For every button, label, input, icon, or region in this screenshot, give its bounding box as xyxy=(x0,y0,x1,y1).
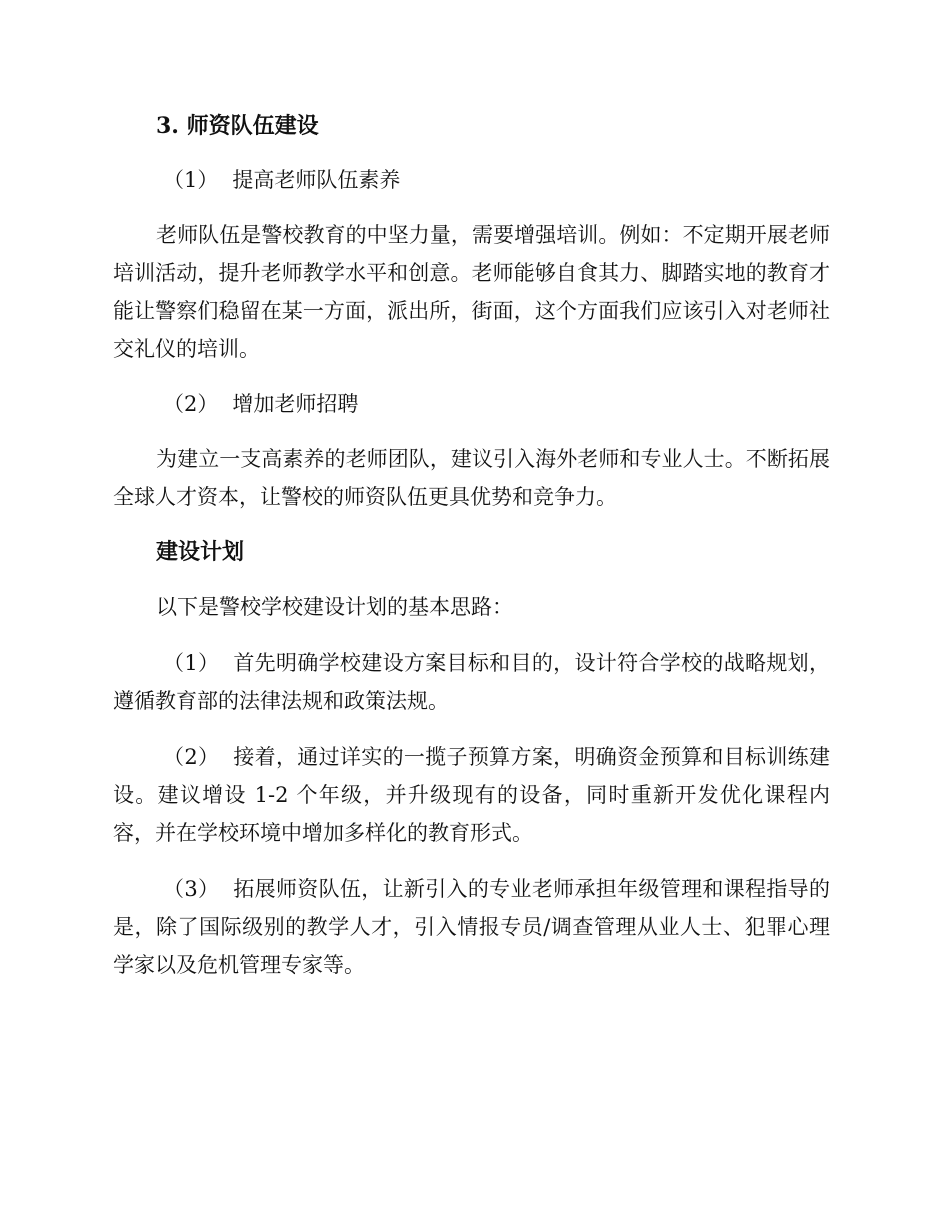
subheading-number: （2） xyxy=(163,392,219,416)
subheading-title: 提高老师队伍素养 xyxy=(232,168,401,192)
plan-item-1 xyxy=(113,644,830,720)
section-heading-teachers: 3. 师资队伍建设 xyxy=(156,113,319,139)
section-heading-plan: 建设计划 xyxy=(156,539,245,565)
plan-item-2 xyxy=(113,738,830,852)
subheading-number: （1） xyxy=(163,168,219,192)
plan-item-text: 接着，通过详实的一揽子预算方案，明确资金预算和目标训练建设。建议增设 1-2 个年级，并升级现有的设备，同时重新开发优化课程内容，并在学校环境中增加多样化的教育形式。 xyxy=(113,745,830,845)
subheading-recruitment xyxy=(113,386,830,422)
plan-item-text: 首先明确学校建设方案目标和目的，设计符合学校的战略规划，遵循教育部的法律法规和政策法规。 xyxy=(113,651,830,713)
paragraph-recruitment: 为建立一支高素养的老师团队，建议引入海外老师和专业人士。不断拓展全球人才资本，让警校的师资队伍更具优势和竞争力。 xyxy=(113,447,830,509)
paragraph-plan-intro: 以下是警校学校建设计划的基本思路： xyxy=(156,595,513,619)
plan-item-text: 拓展师资队伍，让新引入的专业老师承担年级管理和课程指导的是，除了国际级别的教学人才，引入情报专员/调查管理从业人士、犯罪心理学家以及危机管理专家等。 xyxy=(113,877,830,977)
plan-item-number: （1） xyxy=(163,651,220,675)
plan-item-number: （2） xyxy=(163,745,220,769)
plan-item-3 xyxy=(113,870,830,984)
paragraph-training: 老师队伍是警校教育的中坚力量，需要增强培训。例如：不定期开展老师培训活动，提升老师教学水平和创意。老师能够自食其力、脚踏实地的教育才能让警察们稳留在某一方面，派出所，街面，这个方面我们应该引入对老师社交礼仪的培训。 xyxy=(113,223,830,361)
plan-item-number: （3） xyxy=(163,877,220,901)
subheading-title: 增加老师招聘 xyxy=(232,392,359,416)
subheading-improve-quality xyxy=(113,162,830,198)
